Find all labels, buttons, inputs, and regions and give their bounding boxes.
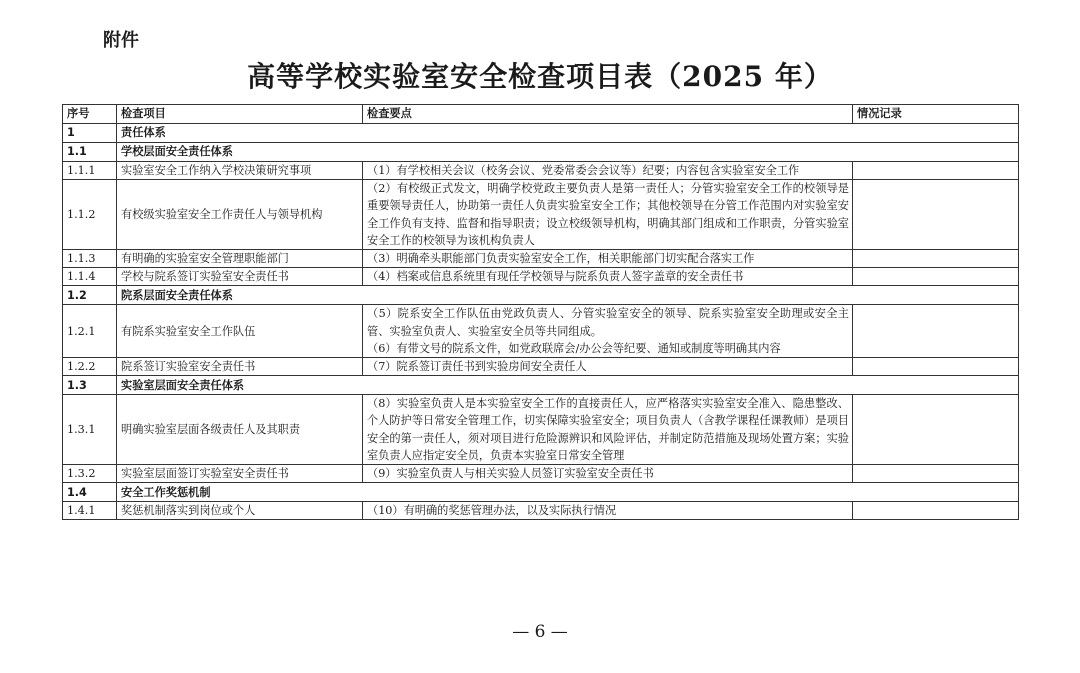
- check-points: [363, 162, 853, 180]
- column-header-no: 序号: [63, 105, 117, 124]
- check-point: （10）有明确的奖惩管理办法，以及实际执行情况: [367, 504, 617, 518]
- section-row: [63, 124, 1019, 143]
- check-point: （8）实验室负责人是本实验室安全工作的直接责任人，应严格落实实验室安全准入、隐患整改、个人防护等日常安全管理工作，切实保障实验室安全；项目负责人（含教学课程任课教师）是项目安全的第一责任人，须对项目进行危险源辨识和风险评估，并制定防范措施及现场处置方案；实验室负责人应指定安全员，负责本实验室日常安全管理: [367, 397, 849, 462]
- check-item: 实验室层面签订实验室安全责任书: [117, 465, 363, 483]
- check-point: （5）院系安全工作队伍由党政负责人、分管实验室安全的领导、院系实验室安全助理或安全主管、实验室负责人、实验室安全员等共同组成。: [367, 307, 849, 338]
- section-row: [63, 286, 1019, 305]
- attachment-label: 附件: [103, 30, 139, 51]
- check-points: [363, 268, 853, 286]
- table-row: [63, 502, 1019, 520]
- check-point: （2）有校级正式发文，明确学校党政主要负责人是第一责任人；分管实验室安全工作的校领导是重要领导责任人，协助第一责任人负责实验室安全工作；其他校领导在分管工作范围内对实验室安全工作负有支持、监督和指导职责；设立校级领导机构，明确其部门组成和工作职责，分管实验室安全工作的校领导为该机构负责人: [367, 182, 849, 247]
- section-title: 实验室层面安全责任体系: [117, 376, 1019, 395]
- column-header-points: 检查要点: [363, 105, 853, 124]
- item-number: 1.4.1: [63, 502, 117, 520]
- check-points: [363, 305, 853, 358]
- check-item: 学校与院系签订实验室安全责任书: [117, 268, 363, 286]
- table-row: [63, 358, 1019, 376]
- check-point: （3）明确牵头职能部门负责实验室安全工作，相关职能部门切实配合落实工作: [367, 252, 755, 266]
- inspection-table: [62, 104, 1019, 520]
- section-number: 1.3: [63, 376, 117, 395]
- record-cell: [853, 305, 1019, 358]
- table-row: [63, 250, 1019, 268]
- check-point: （4）档案或信息系统里有现任学校领导与院系负责人签字盖章的安全责任书: [367, 270, 744, 284]
- check-point: （9）实验室负责人与相关实验人员签订实验室安全责任书: [367, 467, 654, 481]
- item-number: 1.3.2: [63, 465, 117, 483]
- check-points: [363, 502, 853, 520]
- item-number: 1.1.3: [63, 250, 117, 268]
- column-header-record: 情况记录: [853, 105, 1019, 124]
- section-number: 1.4: [63, 483, 117, 502]
- section-number: 1: [63, 124, 117, 143]
- page-number: — 6 —: [512, 622, 568, 642]
- section-row: [63, 483, 1019, 502]
- section-row: [63, 376, 1019, 395]
- check-item: 有明确的实验室安全管理职能部门: [117, 250, 363, 268]
- item-number: 1.3.1: [63, 395, 117, 465]
- item-number: 1.2.1: [63, 305, 117, 358]
- check-item: 有校级实验室安全工作责任人与领导机构: [117, 180, 363, 250]
- check-point: （6）有带文号的院系文件，如党政联席会/办公会等纪要、通知或制度等明确其内容: [367, 341, 781, 355]
- check-item: 有院系实验室安全工作队伍: [117, 305, 363, 358]
- check-points: [363, 358, 853, 376]
- section-number: 1.2: [63, 286, 117, 305]
- record-cell: [853, 395, 1019, 465]
- table-row: [63, 268, 1019, 286]
- table-row: [63, 180, 1019, 250]
- table-body: [63, 124, 1019, 520]
- column-header-item: 检查项目: [117, 105, 363, 124]
- item-number: 1.1.1: [63, 162, 117, 180]
- check-points: [363, 465, 853, 483]
- record-cell: [853, 162, 1019, 180]
- table-row: [63, 305, 1019, 358]
- record-cell: [853, 268, 1019, 286]
- table-row: [63, 162, 1019, 180]
- check-item: 院系签订实验室安全责任书: [117, 358, 363, 376]
- item-number: 1.1.4: [63, 268, 117, 286]
- record-cell: [853, 465, 1019, 483]
- record-cell: [853, 358, 1019, 376]
- record-cell: [853, 250, 1019, 268]
- check-point: （7）院系签订责任书到实验房间安全责任人: [367, 360, 587, 374]
- section-title: 学校层面安全责任体系: [117, 143, 1019, 162]
- section-title: 安全工作奖惩机制: [117, 483, 1019, 502]
- section-title: 院系层面安全责任体系: [117, 286, 1019, 305]
- document-title: 高等学校实验室安全检查项目表（2025 年）: [247, 60, 833, 93]
- check-points: [363, 250, 853, 268]
- check-item: 奖惩机制落实到岗位或个人: [117, 502, 363, 520]
- check-item: 实验室安全工作纳入学校决策研究事项: [117, 162, 363, 180]
- item-number: 1.1.2: [63, 180, 117, 250]
- table-header-row: [63, 105, 1019, 124]
- check-points: [363, 180, 853, 250]
- check-points: [363, 395, 853, 465]
- table-row: [63, 395, 1019, 465]
- check-item: 明确实验室层面各级责任人及其职责: [117, 395, 363, 465]
- check-point: （1）有学校相关会议（校务会议、党委常委会会议等）纪要；内容包含实验室安全工作: [367, 164, 800, 177]
- table-row: [63, 465, 1019, 483]
- section-row: [63, 143, 1019, 162]
- record-cell: [853, 502, 1019, 520]
- record-cell: [853, 180, 1019, 250]
- section-number: 1.1: [63, 143, 117, 162]
- section-title: 责任体系: [117, 124, 1019, 143]
- item-number: 1.2.2: [63, 358, 117, 376]
